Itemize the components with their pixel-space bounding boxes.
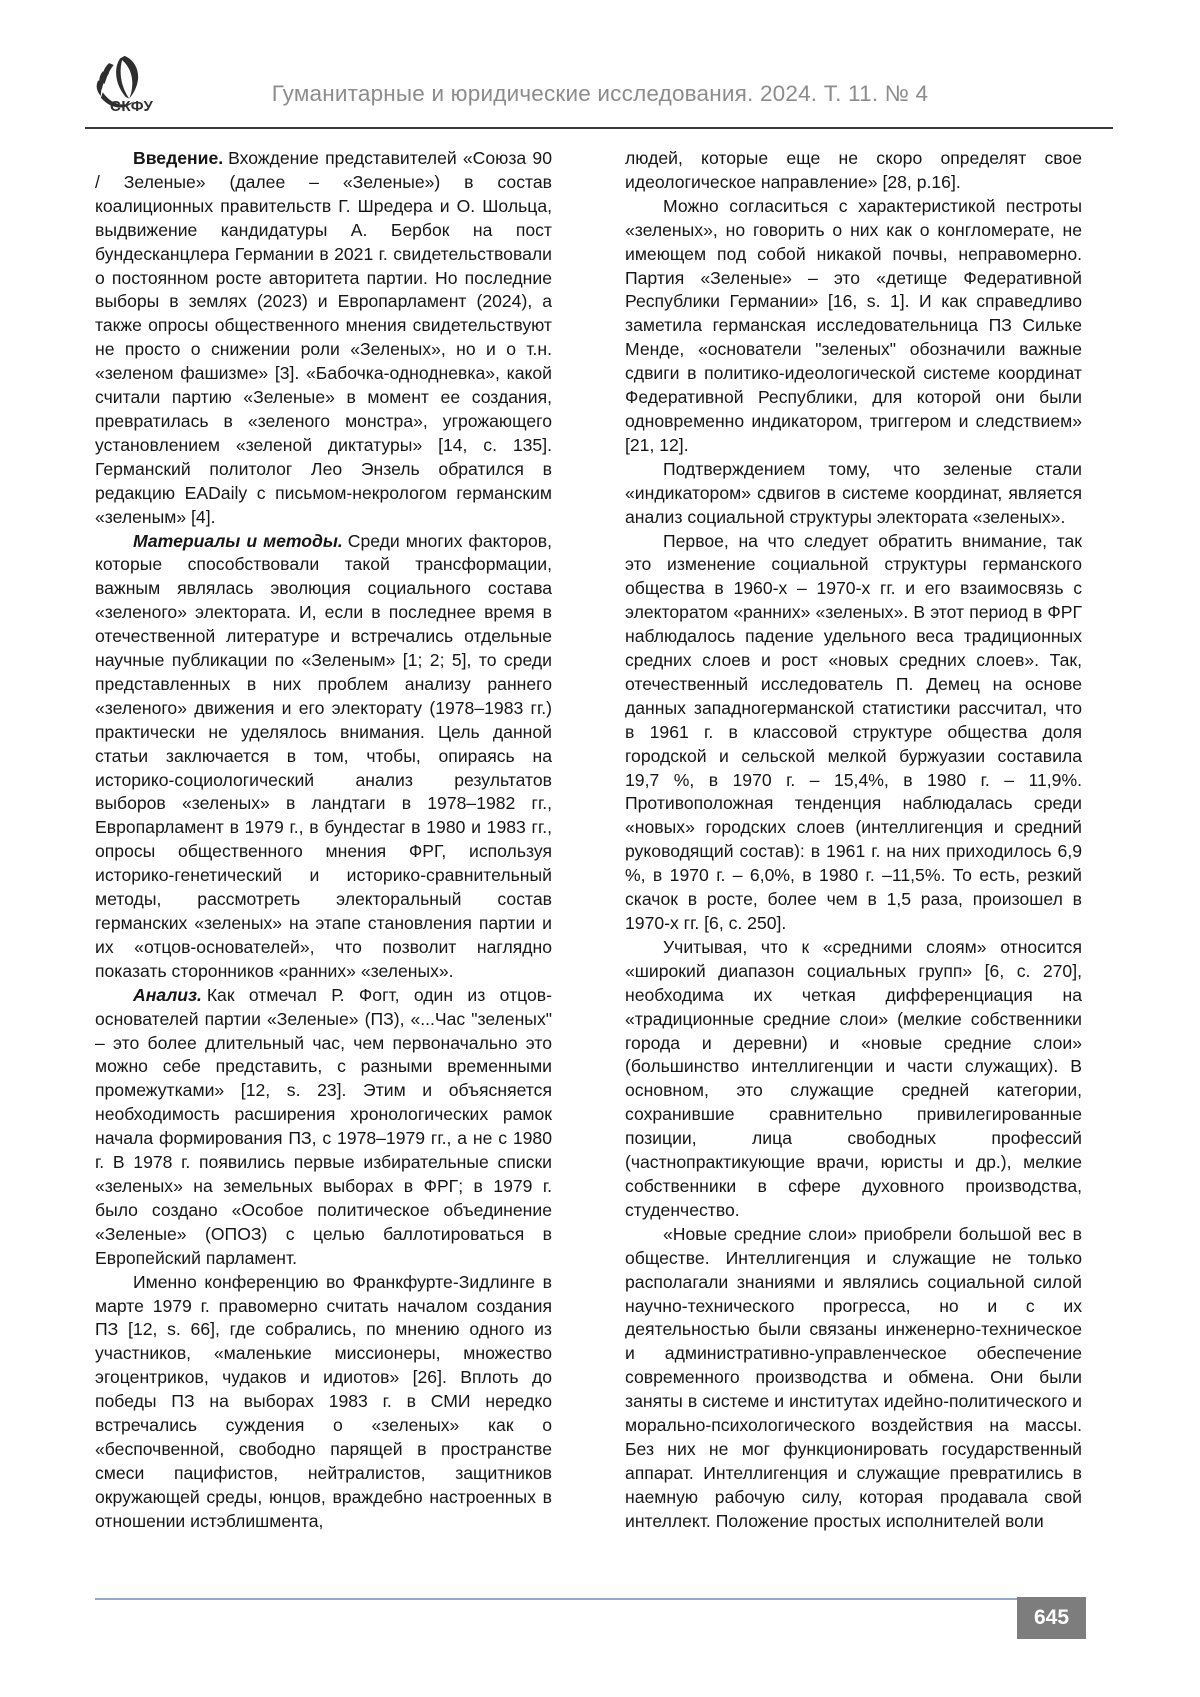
paragraph-text: Учитывая, что к «средними слоям» относится «широкий диапазон социальных групп» [6, с. 270], необходима их четкая дифференциация на «традиционные средние слои» (мелкие собственники города и деревни) и «новые средние слои» (большинство интеллигенции и части служащих). В основном, это служащие средней категории, сохранившие сравнительно привилегированные позиции, лица свободных профессий (частнопрактикующие врачи, юристы и др.), мелкие собственники в сфере духовного производства, студенчество. — [625, 936, 1082, 1220]
paragraph-text: Можно согласиться с характеристикой пестроты «зеленых», но говорить о них как о конгломерате, не имеющем под собой никакой почвы, неправомерно. Партия «Зеленые» – это «детище Федеративной Республики Германии» [16, s. 1]. И как справедливо заметила германская исследовательница ПЗ Сильке Менде, «основатели "зеленых" обозначили важные сдвиги в политико-идеологической системе координат Федеративной Республики, для которой они были одновременно индикатором, триггером и следствием» [21, 12]. — [625, 195, 1082, 455]
paragraph — [625, 530, 1082, 936]
section-lead: Анализ. — [133, 984, 202, 1005]
paragraph — [95, 1271, 552, 1534]
paragraph — [625, 458, 1082, 530]
paragraph — [95, 984, 552, 1271]
paragraph-text: Среди многих факторов, которые способствовали такой трансформации, важным являлась эволюция социального состава «зеленого» электората. И, если в последнее время в отечественной литературе и встречались отдельные научные публикации по «Зеленым» [1; 2; 5], то среди представленных в них проблем анализу раннего «зеленого» движения и его электорату (1978–1983 гг.) практически не уделялось внимания. Цель данной статьи заключается в том, чтобы, опираясь на историко-социологический анализ результатов выборов «зеленых» в ландтаги в 1978–1982 гг., Европарламент в 1979 г., в бундестаг в 1980 и 1983 гг., опросы общественного мнения ФРГ, используя историко-генетический и историко-сравнительный методы, рассмотреть электоральный состав германских «зеленых» на этапе становления партии и их «отцов-основателей», что позволит наглядно показать сторонников «ранних» «зеленых». — [95, 530, 552, 981]
paragraph-text: Как отмечал Р. Фогт, один из отцов-основателей партии «Зеленые» (ПЗ), «...Час "зеленых" – это более длительный час, чем первоначально это можно себе представить, с разными временными промежутками» [12, s. 23]. Этим и объясняется необходимость расширения хронологических рамок начала формирования ПЗ, с 1978–1979 гг., а не с 1980 г. В 1978 г. появились первые избирательные списки «зеленых» на земельных выборах в ФРГ; в 1979 г. было создано «Особое политическое объединение «Зеленые» (ОПОЗ) с целью баллотироваться в Европейский парламент. — [95, 984, 552, 1268]
paragraph-text: Именно конференцию во Франкфурте-Зидлинге в марте 1979 г. правомерно считать началом создания ПЗ [12, s. 66], где собрались, по мнению одного из участников, «маленькие миссионеры, множество эгоцентриков, чудаков и идиотов» [26]. Вплоть до победы ПЗ на выборах 1983 г. в СМИ нередко встречались суждения о «зеленых» как о «беспочвенной, свободно парящей в пространстве смеси пацифистов, нейтралистов, защитников окружающей среды, юнцов, враждебно настроенных в отношении истэблишмента, — [95, 1271, 552, 1531]
header-rule — [85, 127, 1113, 129]
page-number-badge: 645 — [1017, 1597, 1086, 1639]
paragraph-text: Вхождение представителей «Союза 90 / Зеленые» (далее – «Зеленые») в состав коалиционных правительств Г. Шредера и О. Шольца, выдвижение кандидатуры А. Бербок на пост бундесканцлера Германии в 2021 г. свидетельствовали о постоянном росте авторитета партии. Но последние выборы в землях (2023) и Европарламент (2024), а также опросы общественного мнения свидетельствуют не просто о снижении роли «Зеленых», но и о т.н. «зеленом фашизме» [3]. «Бабочка-однодневка», какой считали партию «Зеленые» в момент ее создания, превратилась в «зеленого монстра», угрожающего установлением «зеленой диктатуры» [14, с. 135]. Германский политолог Лео Энзель обратился в редакцию EADaily с письмом-некрологом германским «зеленым» [4]. — [95, 148, 552, 527]
right-column — [625, 147, 1082, 1534]
paragraph-text: людей, которые еще не скоро определят свое идеологическое направление» [28, p.16]. — [625, 148, 1082, 192]
article-body — [95, 147, 1082, 1534]
paragraph-text: Первое, на что следует обратить внимание, так это изменение социальной структуры германского общества в 1960-х – 1970-х гг. и его взаимосвязь с электоратом «ранних» «зеленых». В этот период в ФРГ наблюдалось падение удельного веса традиционных средних слоев и рост «новых средних слоев». Так, отечественный исследователь П. Демец на основе данных западногерманской статистики рассчитал, что в 1961 г. в классовой структуре общества доля городской и сельской мелкой буржуазии составила 19,7 %, в 1970 г. – 15,4%, в 1980 г. – 11,9%. Противоположная тенденция наблюдалась среди «новых» городских слоев (интеллигенция и средний руководящий состав): в 1961 г. на них приходилось 6,9 %, в 1970 г. – 6,0%, в 1980 г. –11,5%. То есть, резкий скачок в росте, более чем в 1,5 раза, произошел в 1970-х гг. [6, с. 250]. — [625, 530, 1082, 933]
left-column — [95, 147, 552, 1534]
paragraph — [625, 936, 1082, 1223]
footer-rule — [95, 1598, 1017, 1600]
paragraph — [95, 147, 552, 530]
section-lead: Введение. — [133, 148, 224, 168]
paragraph-text: Подтверждением тому, что зеленые стали «индикатором» сдвигов в системе координат, является анализ социальной структуры электората «зеленых». — [625, 458, 1082, 527]
paragraph-text: «Новые средние слои» приобрели большой вес в обществе. Интеллигенция и служащие не только располагали знаниями и являлись социальной силой научно-технического прогресса, но и с их деятельностью были связаны инженерно-техническое и административно-управленческое обеспечение современного производства и обмена. Они были заняты в системе и институтах идейно-политического и морально-психологического воздействия на массы. Без них не мог функционировать государственный аппарат. Интеллигенция и служащие превратились в наемную рабочую силу, которая продавала свой интеллект. Положение простых исполнителей воли — [625, 1223, 1082, 1531]
logo-text: СКФУ — [110, 98, 154, 115]
section-lead: Материалы и методы. — [133, 530, 343, 551]
paragraph — [95, 530, 552, 984]
paragraph — [625, 147, 1082, 195]
paragraph — [625, 1223, 1082, 1534]
journal-title: Гуманитарные и юридические исследования. 2024. Т. 11. № 4 — [271, 81, 929, 106]
paragraph — [625, 195, 1082, 458]
